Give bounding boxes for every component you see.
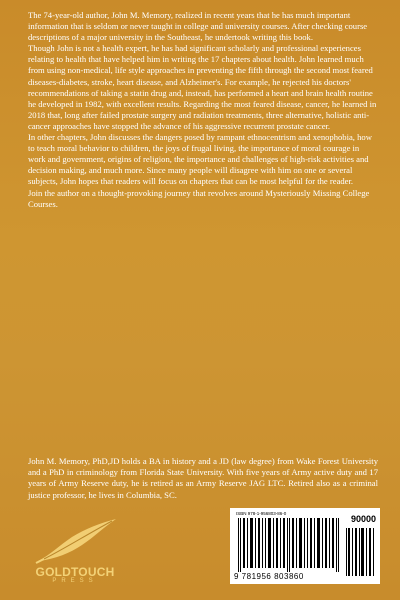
back-cover-blurb bbox=[28, 10, 378, 210]
blurb-paragraph: In other chapters, John discusses the dangers posed by rampant ethnocentrism and xenophobia, how to teach moral behavior to children, the joys of frugal living, the importance of moral courage in work and government, origins of religion, the importance and challenges of high-risk activities and decision making, and much more. Since many people will disagree with him on one or several subjects, John hopes that readers will focus on chapters that can be most helpful for the reader. bbox=[28, 132, 372, 187]
isbn-label: ISBN 978-1-956803-86-0 bbox=[236, 511, 287, 516]
publisher-name: GOLDTOUCH bbox=[35, 565, 115, 579]
isbn-barcode bbox=[230, 508, 380, 584]
publisher-logo bbox=[20, 515, 130, 590]
barcode-number: 9 781956 803860 bbox=[234, 572, 304, 581]
publisher-subname: PRESS bbox=[52, 578, 98, 584]
blurb-paragraph: The 74-year-old author, John M. Memory, realized in recent years that he has much important information that is seldom or never taught in college and university courses. After checking course descriptions of a major university in the Southeast, he undertook writing this book. bbox=[28, 10, 368, 43]
price-barcode-bars bbox=[346, 528, 376, 576]
price-code: 90000 bbox=[350, 514, 376, 524]
blurb-paragraph: Though John is not a health expert, he has had significant scholarly and professional experiences relating to health that have helped him in writing the 17 chapters about health. John learned much from using non-medical, life style approaches in preventing the fifth through the second most feared diseases-diabetes, stroke, heart disease, and Alzheimer's. For example, he rejected his doctors' recommendations of taking a statin drug and, instead, has performed a heart and brain health routine he developed in 1982, with excellent results. Regarding the most feared disease, cancer, he learned in 2018 that, long after failed prostate surgery and radiation treatments, three alternative, holistic anti-cancer approaches have stopped the advance of his aggressive recurrent prostate cancer. bbox=[28, 43, 377, 131]
barcode-bars bbox=[236, 518, 344, 572]
author-bio: John M. Memory, PhD,JD holds a BA in history and a JD (law degree) from Wake Forest University and a PhD in criminology from Florida State University. With five years of Army active duty and 17 years of Army Reserve duty, he is retired as an Army Reserve JAG LTC. Retired also as a criminal justice professor, he lives in Columbia, SC. bbox=[28, 456, 378, 500]
blurb-paragraph: Join the author on a thought-provoking journey that revolves around Mysteriously Missing College Courses. bbox=[28, 187, 370, 209]
feather-icon bbox=[30, 515, 120, 567]
